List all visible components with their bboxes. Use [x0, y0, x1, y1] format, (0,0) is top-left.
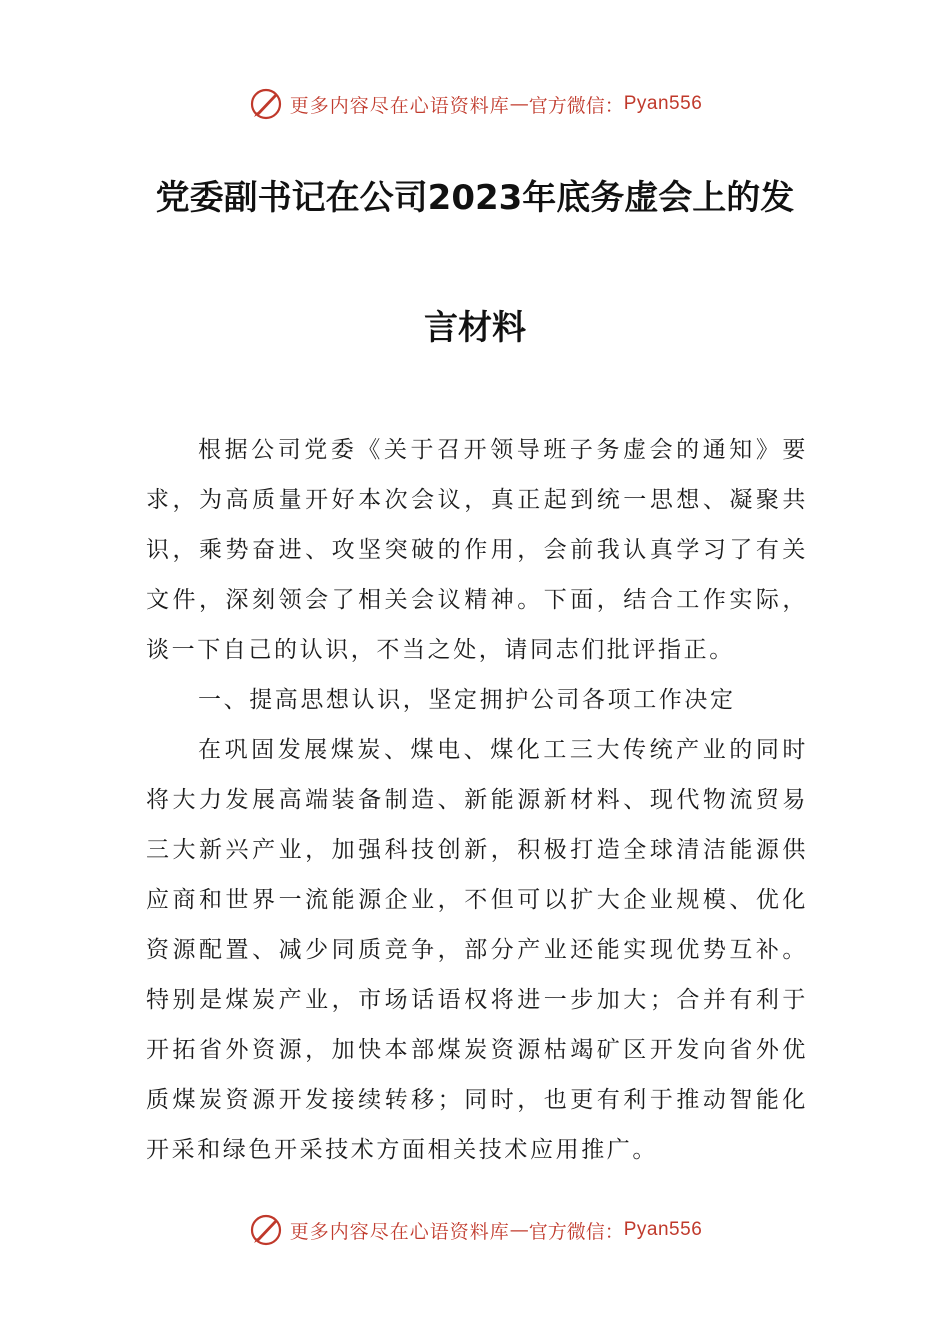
- document-title-line-2: 言材料: [424, 308, 526, 348]
- intro-paragraph: 根据公司党委《关于召开领导班子务虚会的通知》要求，为高质量开好本次会议，真正起到统一思想、凝聚共识，乘势奋进、攻坚突破的作用，会前我认真学习了有关文件，深刻领会了相关会议精神。下面，结合工作实际，谈一下自己的认识，不当之处，请同志们批评指正。: [146, 437, 808, 663]
- banner-dash: —: [509, 1219, 529, 1241]
- banner-wechat-id: Pyan556: [623, 1219, 703, 1240]
- banner-official-label: 官方微信：: [528, 1220, 624, 1243]
- banner-brand-text: 更多内容尽在心语资料库: [289, 1220, 510, 1243]
- quill-pen-logo-icon: [248, 86, 284, 122]
- document-title-line-1: 党委副书记在公司2023年底务虚会上的发: [155, 178, 795, 218]
- banner-brand-text: 更多内容尽在心语资料库: [289, 94, 510, 117]
- section-heading: 一、提高思想认识，坚定拥护公司各项工作决定: [198, 687, 736, 713]
- banner-official-label: 官方微信：: [528, 94, 624, 117]
- banner-dash: —: [509, 93, 529, 115]
- document-body: [146, 425, 808, 1175]
- banner-wechat-id: Pyan556: [623, 93, 703, 114]
- body-paragraph: 在巩固发展煤炭、煤电、煤化工三大传统产业的同时将大力发展高端装备制造、新能源新材料、现代物流贸易三大新兴产业，加强科技创新，积极打造全球清洁能源供应商和世界一流能源企业，不但可以扩大企业规模、优化资源配置、减少同质竞争，部分产业还能实现优势互补。特别是煤炭产业，市场话语权将进一步加大；合并有利于开拓省外资源，加快本部煤炭资源枯竭矿区开发向省外优质煤炭资源开发接续转移；同时，也更有利于推动智能化开采和绿色开采技术方面相关技术应用推广。: [146, 737, 808, 1163]
- footer-watermark-banner: [0, 1210, 950, 1250]
- quill-pen-logo-icon: [248, 1212, 284, 1248]
- header-watermark-banner: [0, 84, 950, 124]
